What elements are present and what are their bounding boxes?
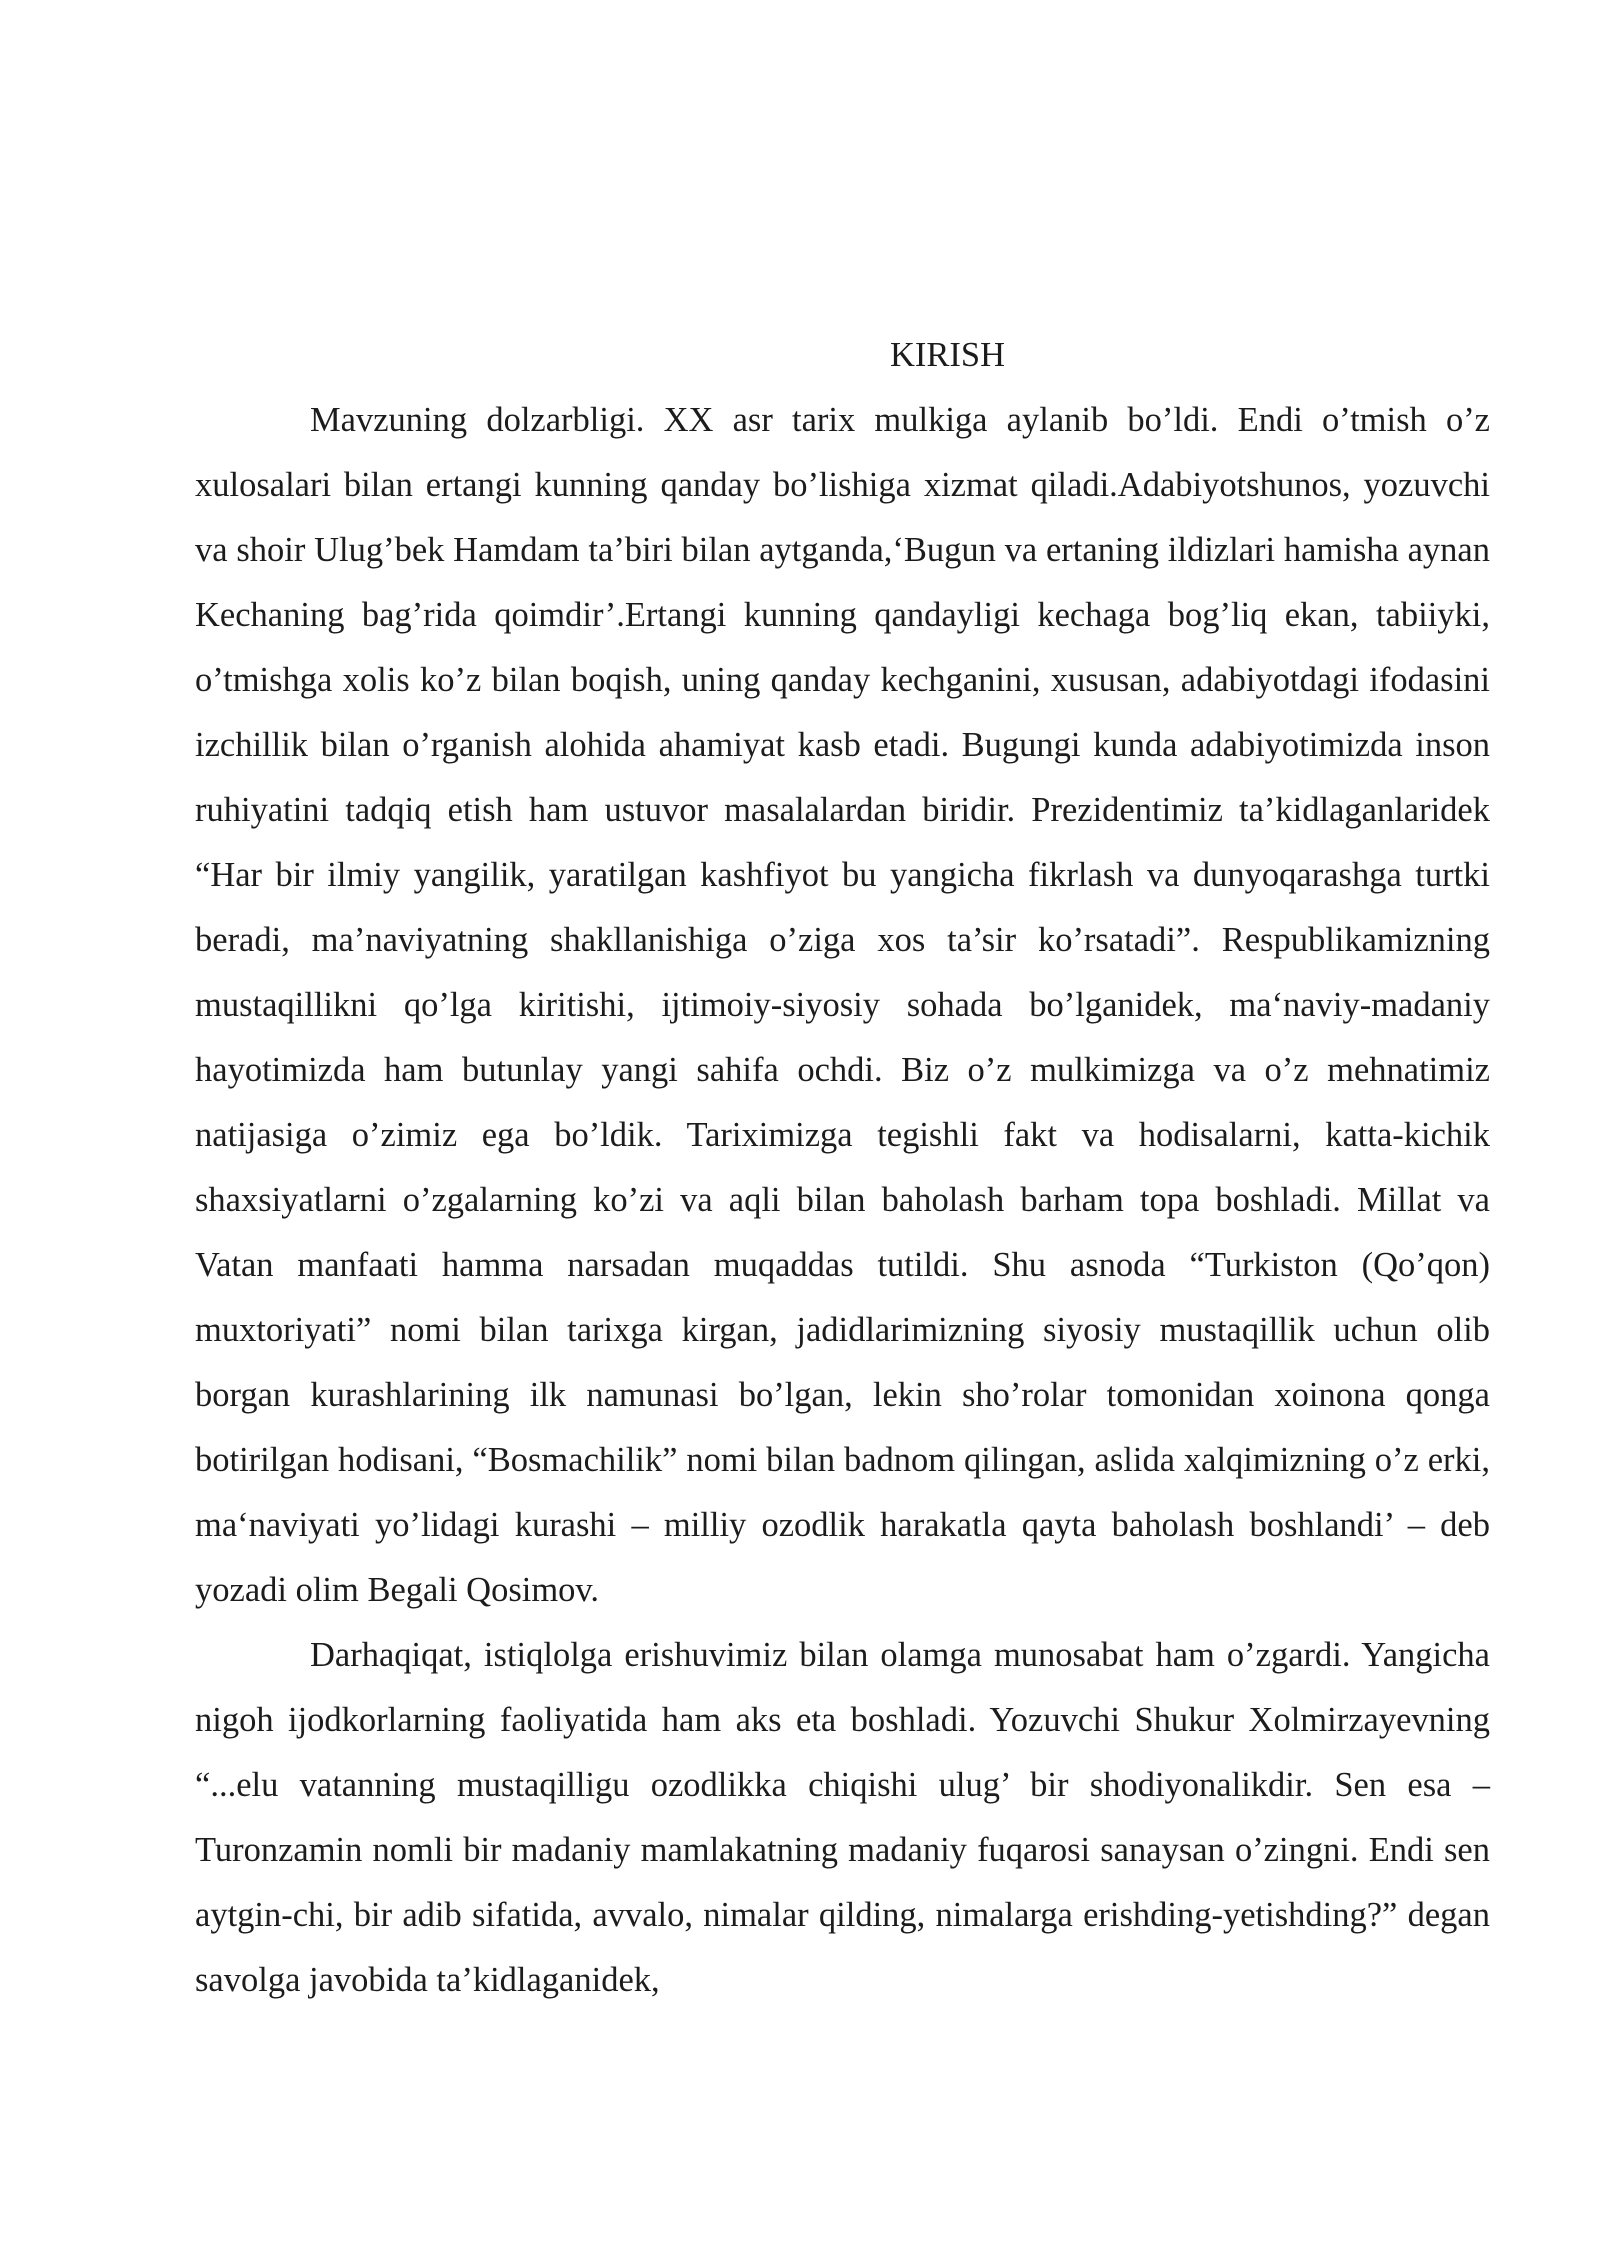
paragraph-relevance: Mavzuning dolzarbligi. XX asr tarix mulkiga aylanib bo’ldi. Endi o’tmish o’z xulosalari bilan ertangi kunning qanday bo’lishiga xizmat qiladi.Adabiyotshunos, yozuvchi va shoir Ulug’bek Hamdam ta’biri bilan aytganda,‘Bugun va ertaning ildizlari hamisha aynan Kechaning bag’rida qoimdir’.Ertangi kunning qandayligi kechaga bog’liq ekan, tabiiyki, o’tmishga xolis ko’z bilan boqish, uning qanday kechganini, xususan, adabiyotdagi ifodasini izchillik bilan o’rganish alohida ahamiyat kasb etadi. Bugungi kunda adabiyotimizda inson ruhiyatini tadqiq etish ham ustuvor masalalardan biridir. Prezidentimiz ta’kidlaganlaridek “Har bir ilmiy yangilik, yaratilgan kashfiyot bu yangicha fikrlash va dunyoqarashga turtki beradi, ma’naviyatning shakllanishiga o’ziga xos ta’sir ko’rsatadi”. Respublikamizning mustaqillikni qo’lga kiritishi, ijtimoiy-siyosiy sohada bo’lganidek, ma‘naviy-madaniy hayotimizda ham butunlay yangi sahifa ochdi. Biz o’z mulkimizga va o’z mehnatimiz natijasiga o’zimiz ega bo’ldik. Tariximizga tegishli fakt va hodisalarni, katta-kichik shaxsiyatlarni o’zgalarning ko’zi va aqli bilan baholash barham topa boshladi. Millat va Vatan manfaati hamma narsadan muqaddas tutildi. Shu asnoda “Turkiston (Qo’qon) muxtoriyati” nomi bilan tarixga kirgan, jadidlarimizning siyosiy mustaqillik uchun olib borgan kurashlarining ilk namunasi bo’lgan, lekin sho’rolar tomonidan xoinona qonga botirilgan hodisani, “Bosmachilik” nomi bilan badnom qilingan, aslida xalqimizning o’z erki, ma‘naviyati yo’lidagi kurashi – milliy ozodlik harakatla qayta baholash boshlandi’ – deb yozadi olim Begali Qosimov. [195, 401, 1490, 1609]
paragraph-independence: Darhaqiqat, istiqlolga erishuvimiz bilan olamga munosabat ham o’zgardi. Yangicha nigoh ijodkorlarning faoliyatida ham aks eta boshladi. Yozuvchi Shukur Xolmirzayevning “...elu vatanning mustaqilligu ozodlikka chiqishi ulug’ bir shodiyonalikdir. Sen esa – Turonzamin nomli bir madaniy mamlakatning madaniy fuqarosi sanaysan o’zingni. Endi sen aytgin-chi, bir adib sifatida, avvalo, nimalar qilding, nimalarga erishding-yetishding?” degan savolga javobida ta’kidlaganidek, [195, 1636, 1490, 1999]
document-body [195, 323, 1490, 2013]
section-heading: KIRISH [889, 336, 1005, 374]
